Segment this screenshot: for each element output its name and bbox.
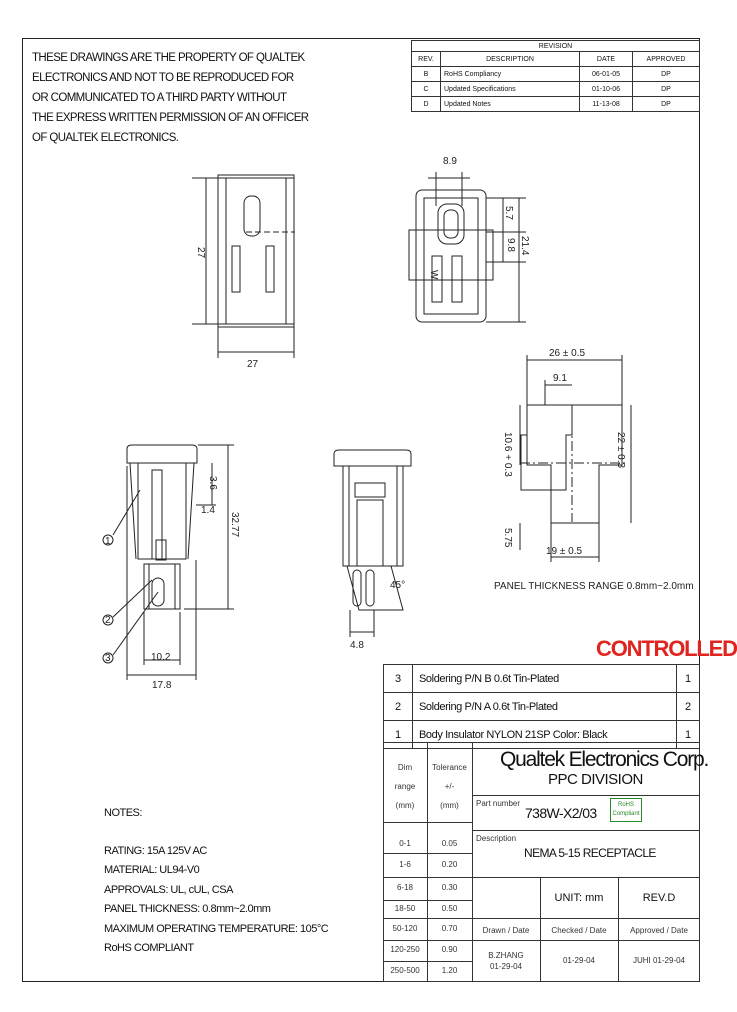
label-line: (mm)	[395, 801, 415, 810]
grid-line	[383, 961, 472, 962]
balloon-label: 1	[105, 536, 111, 547]
checked-label: Checked / Date	[551, 926, 607, 935]
label-line: Tolerance	[432, 763, 467, 772]
label-line: range	[394, 782, 416, 791]
rev-cell: C	[412, 82, 441, 97]
material-desc: Body Insulator NYLON 21SP Color: Black	[413, 721, 677, 749]
drawn-by: B.ZHANG	[488, 951, 524, 960]
rev-cell: Updated Specifications	[441, 82, 580, 97]
description-label: Description	[476, 834, 517, 843]
drawn-date: 01-29-04	[489, 962, 523, 971]
rev-cell: DP	[633, 67, 700, 82]
tol-value: 0.90	[441, 945, 458, 954]
dim-label: 4.8	[350, 640, 364, 651]
tol-range: 1-6	[399, 860, 411, 869]
w-mark: W	[428, 270, 439, 280]
grid-line	[472, 795, 700, 796]
dim-label: 8.9	[443, 156, 457, 167]
dim-label: 3.6	[207, 476, 218, 490]
notice-line: OF QUALTEK ELECTRONICS.	[32, 132, 179, 144]
dim-label: 10.2	[151, 652, 171, 663]
rev-cell: 06-01-05	[580, 67, 633, 82]
revision-letter: REV.D	[642, 892, 676, 904]
tol-value: 1.20	[441, 966, 458, 975]
rev-cell: D	[412, 97, 441, 112]
revision-title: REVISION	[412, 41, 700, 52]
tol-value: 0.20	[441, 860, 458, 869]
dim-label: 27	[195, 247, 206, 259]
panel-thickness-note: PANEL THICKNESS RANGE 0.8mm~2.0mm	[494, 581, 694, 592]
grid-line	[472, 830, 700, 831]
company-name: Qualtek Electronics Corp.	[500, 748, 709, 771]
grid-line	[383, 940, 700, 941]
material-desc: Soldering P/N B 0.6t Tin-Plated	[413, 665, 677, 693]
dim-label: 26 ± 0.5	[549, 348, 586, 359]
dim-label: 10.6 + 0.3	[502, 432, 513, 477]
dim-label: 32.77	[229, 512, 240, 538]
tol-range: 6-18	[396, 883, 413, 892]
view-side-right	[334, 450, 411, 637]
rev-cell: DP	[633, 97, 700, 112]
balloon-label: 3	[105, 653, 111, 664]
dim-label: 9.1	[553, 373, 567, 384]
view-top-left	[192, 175, 295, 358]
tol-value: 0.50	[441, 904, 458, 913]
division-name: PPC DIVISION	[548, 771, 643, 788]
material-qty: 1	[677, 721, 700, 749]
notice-line: ELECTRONICS AND NOT TO BE REPRODUCED FOR	[32, 72, 294, 84]
dim-label: 21.4	[519, 236, 530, 256]
grid-line	[383, 853, 472, 854]
notice-line: THESE DRAWINGS ARE THE PROPERTY OF QUALTEK	[32, 52, 305, 64]
rev-cell: B	[412, 67, 441, 82]
label-line: +/-	[444, 782, 455, 791]
dimension-labels	[105, 156, 694, 691]
tol-value: 0.70	[441, 924, 458, 933]
label-line: Dim	[397, 763, 413, 772]
material-qty: 1	[677, 665, 700, 693]
dim-range-label	[383, 762, 427, 811]
material-no: 3	[384, 665, 413, 693]
dim-label: 45°	[390, 580, 406, 591]
grid-line	[383, 822, 472, 823]
approved-value: JUHI 01-29-04	[632, 956, 686, 965]
grid-line	[383, 918, 700, 919]
part-description: NEMA 5-15 RECEPTACLE	[524, 846, 656, 860]
drawn-label: Drawn / Date	[482, 926, 530, 935]
dim-label: 19 ± 0.5	[546, 546, 583, 557]
label-line: (mm)	[440, 801, 459, 810]
grid-line	[383, 900, 472, 901]
rohs-line: Compliant	[612, 811, 640, 817]
view-cutout	[520, 355, 631, 562]
material-no: 2	[384, 693, 413, 721]
rev-cell: 11-13-08	[580, 97, 633, 112]
rev-header: DATE	[580, 52, 633, 67]
note-line: MAXIMUM OPERATING TEMPERATURE: 105°C	[104, 922, 329, 935]
notice-line: OR COMMUNICATED TO A THIRD PARTY WITHOUT	[32, 92, 287, 104]
note-line: APPROVALS: UL, cUL, CSA	[104, 883, 233, 896]
rohs-line: RoHS	[617, 802, 634, 808]
grid-line	[472, 742, 473, 982]
rev-header: DESCRIPTION	[441, 52, 580, 67]
tol-range: 120-250	[390, 945, 420, 954]
dim-label: 9.8	[505, 238, 516, 252]
notes-section	[104, 804, 328, 959]
rev-cell: RoHS Compliancy	[441, 67, 580, 82]
tol-range: 0-1	[399, 839, 411, 848]
tolerance-label	[427, 762, 472, 811]
dim-label: 1.4	[201, 505, 215, 516]
dim-label: 27	[247, 359, 259, 370]
grid-line	[383, 877, 700, 878]
tol-range: 18-50	[394, 904, 416, 913]
dim-label: 5.7	[503, 206, 514, 220]
note-line: MATERIAL: UL94-V0	[104, 864, 200, 876]
rev-cell: DP	[633, 82, 700, 97]
part-number-label: Part number	[476, 799, 521, 808]
rohs-badge	[610, 798, 642, 822]
controlled-stamp: CONTROLLED	[596, 636, 737, 661]
unit: UNIT: mm	[554, 892, 604, 904]
dim-label: 5.75	[502, 528, 513, 548]
rev-header: APPROVED	[633, 52, 700, 67]
material-row	[384, 665, 700, 693]
material-row	[384, 693, 700, 721]
notes-heading: NOTES:	[104, 807, 142, 819]
material-no: 1	[384, 721, 413, 749]
tol-value: 0.30	[441, 883, 458, 892]
note-line: RoHS COMPLIANT	[104, 942, 194, 954]
tol-range: 50-120	[392, 924, 418, 933]
dim-label: 22 ± 0.3	[615, 432, 626, 469]
balloon-label: 2	[105, 615, 111, 626]
material-qty: 2	[677, 693, 700, 721]
materials-table	[383, 664, 700, 749]
note-line: PANEL THICKNESS: 0.8mm~2.0mm	[104, 903, 271, 915]
dim-label: 17.8	[152, 680, 172, 691]
rev-header: REV.	[412, 52, 441, 67]
tol-value: 0.05	[441, 839, 458, 848]
rev-cell: 01-10-06	[580, 82, 633, 97]
approved-label: Approved / Date	[630, 926, 688, 935]
rev-cell: Updated Notes	[441, 97, 580, 112]
notice-line: THE EXPRESS WRITTEN PERMISSION OF AN OFFICER	[32, 112, 309, 124]
part-number: 738W-X2/03	[525, 805, 597, 821]
checked-value: 01-29-04	[562, 956, 596, 965]
tol-range: 250-500	[390, 966, 420, 975]
note-line: RATING: 15A 125V AC	[104, 844, 207, 857]
drawn-value	[472, 950, 540, 972]
material-desc: Soldering P/N A 0.6t Tin-Plated	[413, 693, 677, 721]
